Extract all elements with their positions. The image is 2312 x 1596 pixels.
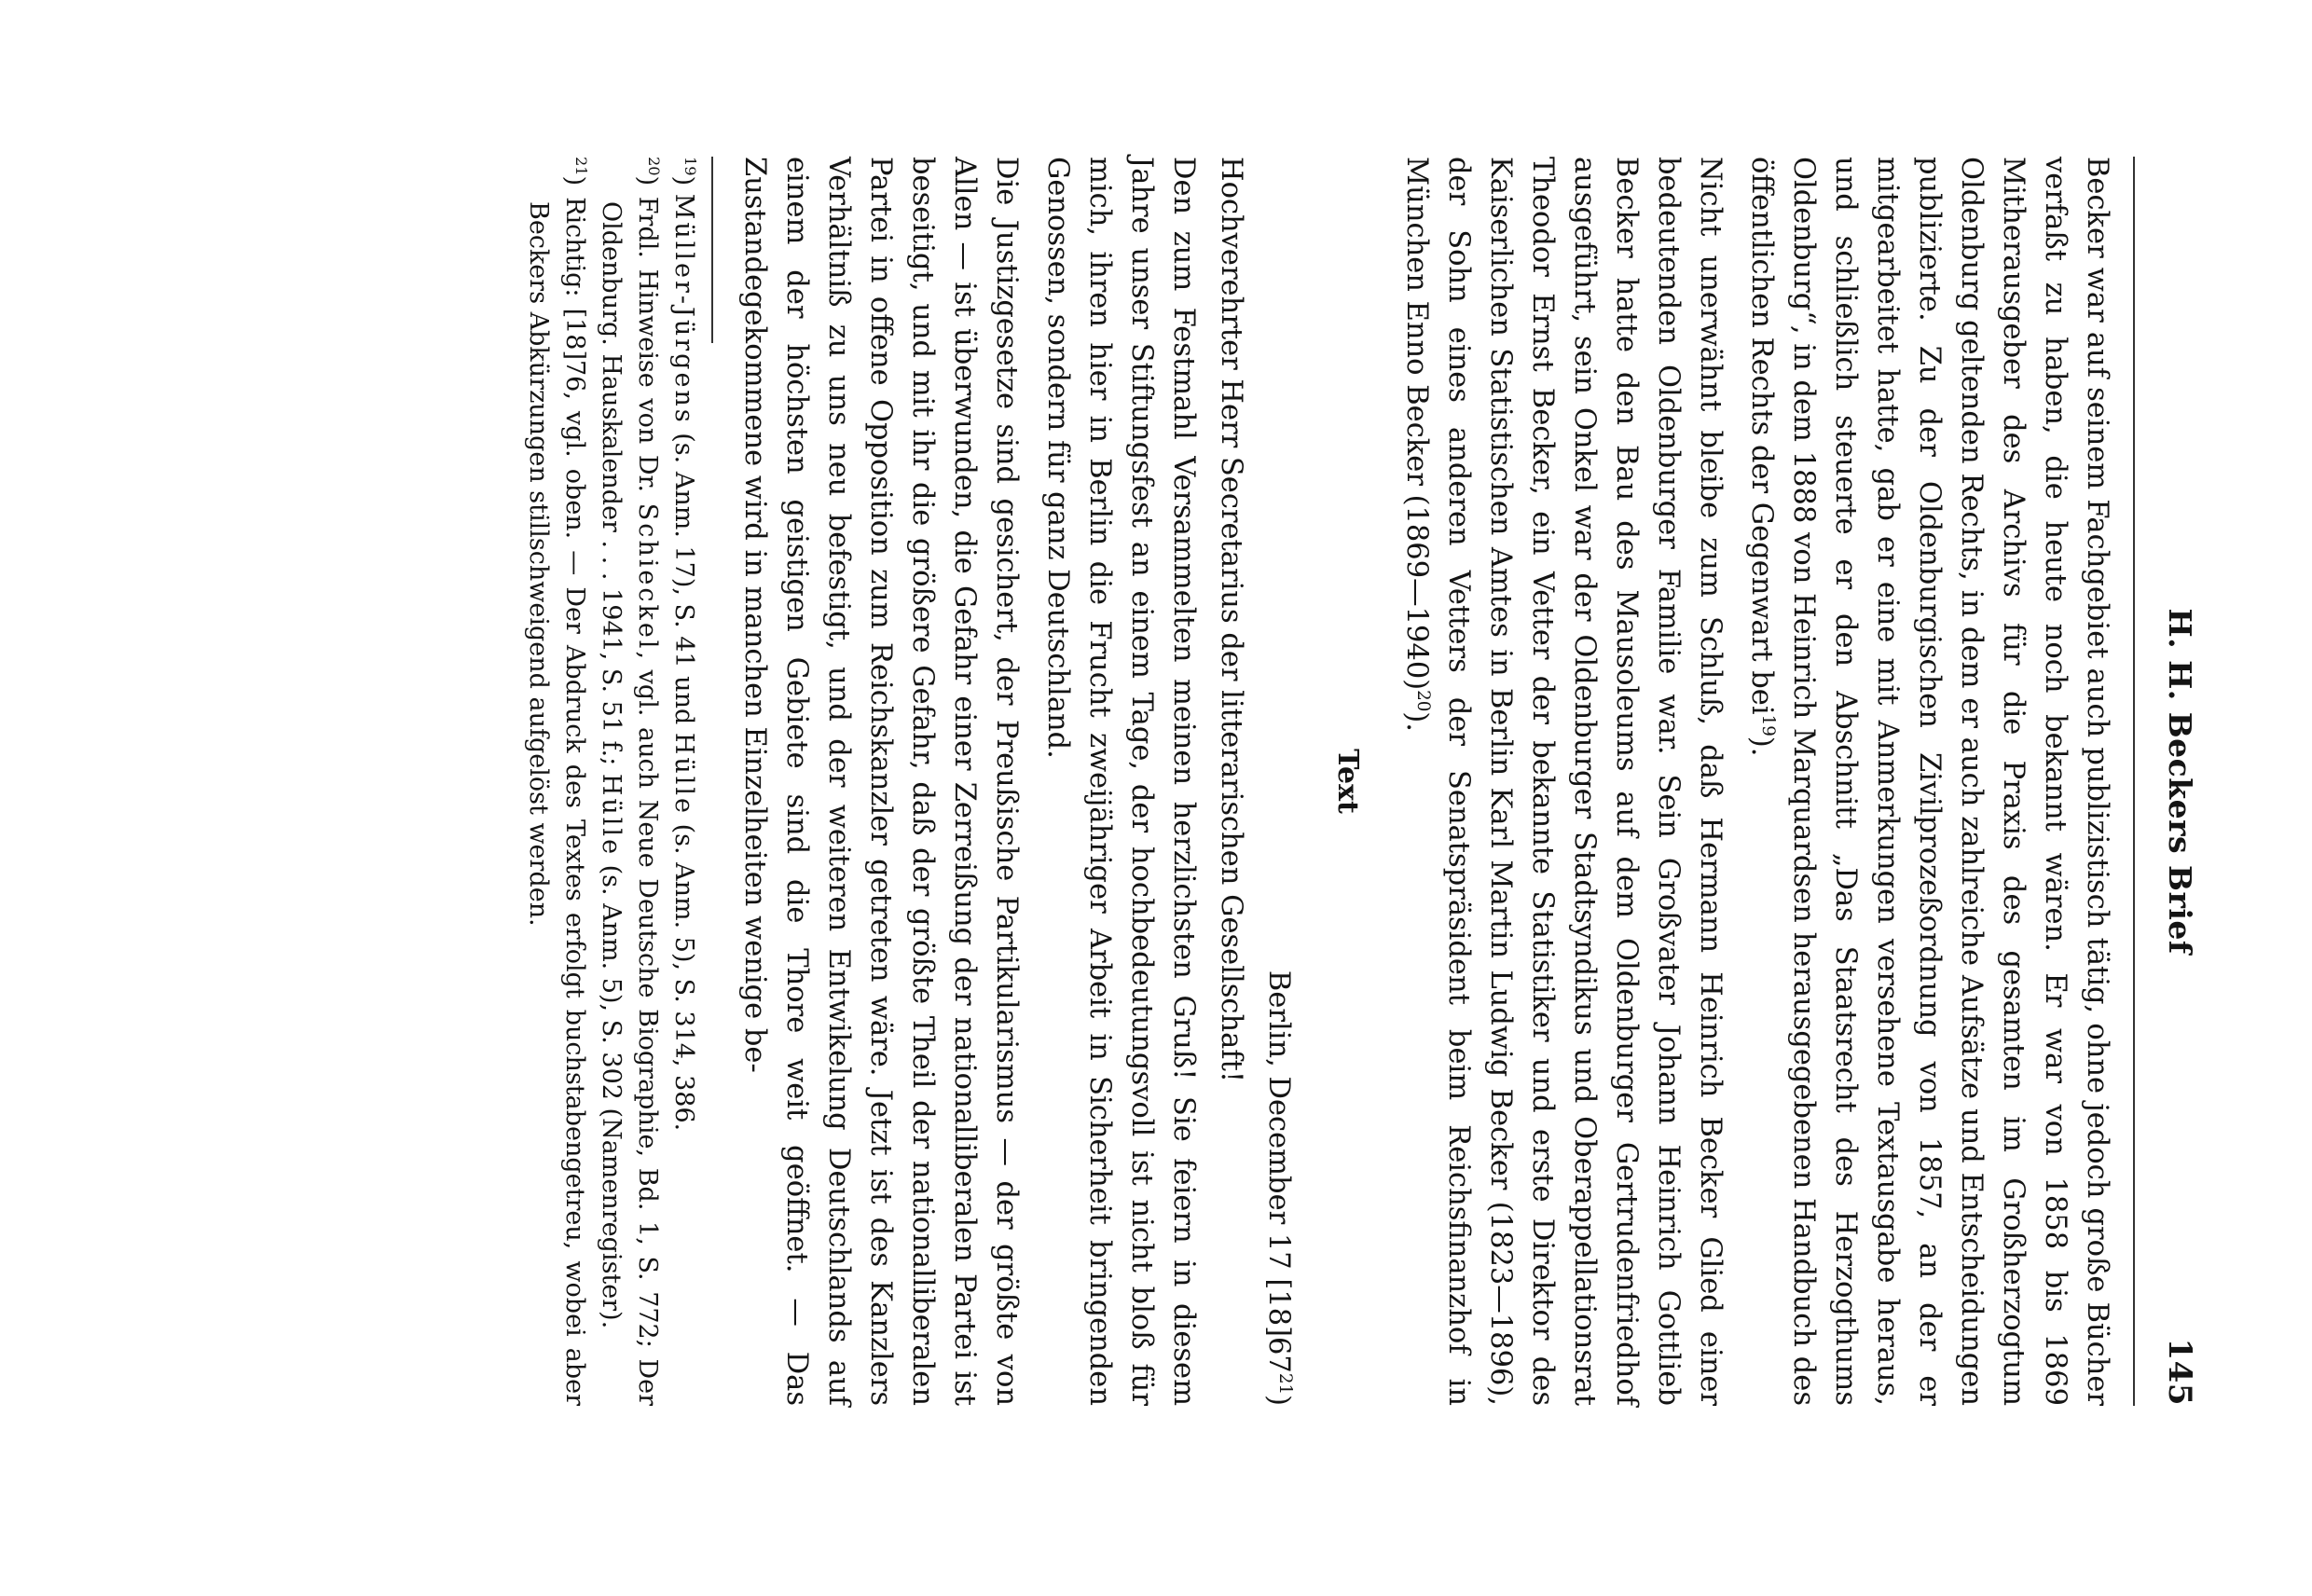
letter-dateline bbox=[1258, 157, 1300, 1406]
running-head bbox=[2142, 157, 2198, 1406]
footnote-ref-20: 20 bbox=[1413, 690, 1434, 712]
letter-paragraph-2: Die Justizgesetze sind gesichert, der Preußische Partikularismus — der größte von Allen — ist überwunden, die Gefahr einer Zerreißung der nationalliberalen Partei ist beseitigt, und mit ihr die größere Gefahr, daß der größte Theil der nationalliberalen Partei in offene Opposition zum Reichskanzler getreten wäre. Jetzt ist des Kanzlers Verhältniß zu uns neu befestigt, und der weiteren Entwikelung Deutschlands auf einem der höchsten geistigen Gebiete sind die Thore weit geöffnet. — Das Zustandegekommene wird in manchen Einzelheiten wenige be- bbox=[738, 157, 1023, 1406]
footnote-19: $^{19}$) Müller-Jürgens (s. Anm. 17), S. 41 und Hülle (s. Anm. 5), S. 314, 386. bbox=[669, 157, 699, 1132]
header-rule bbox=[2133, 157, 2135, 1406]
footnote-ref-19: 19 bbox=[1758, 714, 1779, 736]
letter-paragraph-1: Den zum Festmahl Versammelten meinen herzlichsten Gruß! Sie feiern in diesem Jahre unser Stiftungsfest an einem Tage, der hochbedeutungsvoll ist nicht bloß für mich, ihren hier in Berlin die Frucht zweijähriger Arbeit in Sicherheit bringenden Genossen, sondern für ganz Deutschland. bbox=[1041, 157, 1200, 1406]
author-name: Schieckel bbox=[633, 502, 662, 652]
footnote-ref-21: 21 bbox=[1275, 1372, 1296, 1396]
author-name: Hülle bbox=[669, 732, 698, 817]
author-name: Hülle bbox=[597, 773, 626, 858]
letter-salutation: Hochverehrter Herr Secretarius der litterarischen Gesellschaft! bbox=[1215, 157, 1247, 1083]
paragraph-2-end: ). bbox=[1400, 711, 1433, 733]
paragraph-1-end: ). bbox=[1745, 736, 1778, 757]
paragraph-1 bbox=[1741, 157, 2118, 1406]
running-title: H. H. Beckers Brief bbox=[2162, 608, 2198, 955]
paragraph-2-text: Nicht unerwähnt bleibe zum Schluß, daß Hermann Heinrich Becker Glied einer bedeutenden Oldenburger Familie war. Sein Großvater Johann Heinrich Gottlieb Becker hatte den Bau des Mausoleums auf dem Oldenburger Gertrudenfriedhof ausgeführt, sein Onkel war der Oldenburger Stadtsyndikus und Oberappellationsrat Theodor Ernst Becker, ein Vetter der bekannte Statistiker und erste Direktor des Kaiserlichen Statistischen Amtes in Berlin Karl Martin Ludwig Becker (1823—1896), der Sohn eines anderen Vetters der Senatspräsident beim Reichsfinanzhof in München Enno Becker (1869—1940) bbox=[1400, 157, 1727, 1406]
footnote-number: 21 bbox=[572, 157, 590, 176]
footnote-rule bbox=[711, 157, 713, 343]
dateline-text: Berlin, December 17 [18]67 bbox=[1262, 970, 1295, 1373]
paragraph-1-text: Becker war auf seinem Fachgebiet auch publizistisch tätig, ohne jedoch große Bücher verfaßt zu haben, die heute noch bekannt wären. Er war von 1858 bis 1869 Mitherausgeber des Archivs für die Praxis des gesamten im Großherzogtum Oldenburg geltenden Rechts, in dem er auch zahlreiche Aufsätze und Entscheidungen publizierte. Zu der Oldenburgischen Zivilprozeßordnung von 1857, an der er mitgearbeitet hatte, gab er eine mit Anmerkungen versehene Textausgabe heraus, und schließlich steuerte er den Abschnitt „Das Staatsrecht des Herzogthums Oldenburg“, in dem 1888 von Heinrich Marquardsen herausgegebenen Handbuch des öffentlichen Rechts der Gegenwart bei bbox=[1745, 157, 2113, 1406]
paragraph-2 bbox=[1396, 157, 1731, 1406]
footnote-20: $^{20}$) Frdl. Hinweise von Dr. Schieckel, vgl. auch Neue Deutsche Biographie, Bd. 1, S. 772; Der Oldenburg. Hauskalender . . . 1941, S. 51 f.; Hülle (s. Anm. 5), S. 302 (Namenregister). bbox=[597, 157, 663, 1407]
footnote-number: 19 bbox=[681, 157, 699, 176]
footnote-21: $^{21}$) Richtig: [18]76, vgl. oben. — Der Abdruck des Textes erfolgt buchstabengetreu, wobei aber Beckers Abkürzungen stillschweigend aufgelöst werden. bbox=[524, 157, 590, 1406]
text-column bbox=[520, 157, 2198, 1406]
author-name: Müller-Jürgens bbox=[669, 193, 698, 425]
page-number: 145 bbox=[2161, 1338, 2198, 1406]
footnote-number: 20 bbox=[645, 157, 663, 176]
dateline-end: ) bbox=[1262, 1395, 1295, 1406]
section-title: Text bbox=[1331, 749, 1364, 814]
